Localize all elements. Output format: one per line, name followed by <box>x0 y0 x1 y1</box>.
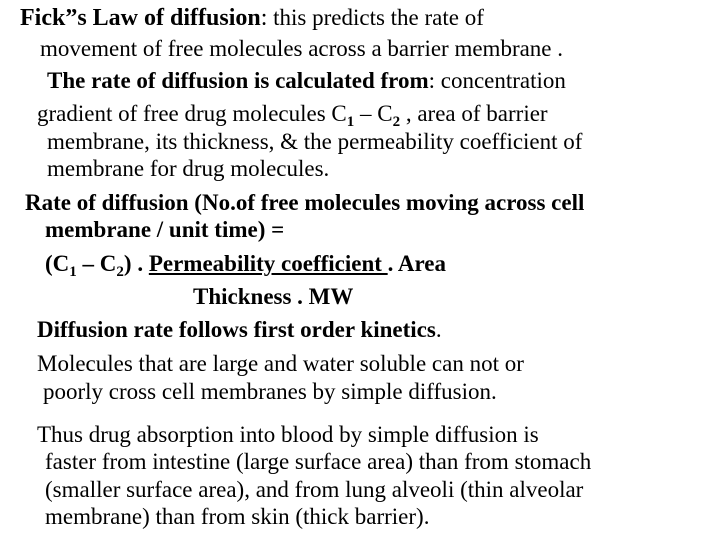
c1-subscript: 1 <box>346 114 355 130</box>
absorption-line-1: Thus drug absorption into blood by simple diffusion is <box>37 422 539 447</box>
kinetics-line <box>37 316 442 343</box>
formula-open: (C <box>45 251 70 276</box>
formula-area: . Area <box>387 251 447 276</box>
calc-line-2 <box>37 100 548 130</box>
formula-close: ) . <box>123 251 149 276</box>
law-title: Fick”s Law of diffusion <box>20 5 261 31</box>
absorption-line-3: (smaller surface area), and from lung alveoli (thin alveolar <box>45 477 584 502</box>
calc-area-text: , area of barrier <box>400 101 548 126</box>
molecules-line-1: Molecules that are large and water soluble can not or <box>37 351 524 376</box>
formula-denominator: Thickness . MW <box>193 284 354 309</box>
rate-line-2: membrane / unit time) = <box>45 217 285 242</box>
calc-gradient-text: gradient of free drug molecules C <box>37 101 347 126</box>
rate-line-1: Rate of diffusion (No.of free molecules moving across cell <box>25 190 585 215</box>
permeability-coefficient: Permeability coefficient <box>148 251 388 276</box>
kinetics-period: . <box>435 317 442 342</box>
formula-minus-c: – C <box>76 251 117 276</box>
calc-line-3: membrane, its thickness, & the permeability coefficient of <box>47 129 583 154</box>
intro-text: this predicts the rate of <box>267 5 484 30</box>
heading-line <box>20 4 484 32</box>
calc-rest: : concentration <box>428 68 566 93</box>
kinetics-text: Diffusion rate follows first order kinetics <box>37 317 436 342</box>
calc-minus-c: – C <box>354 101 393 126</box>
absorption-line-4: membrane) than from skin (thick barrier). <box>45 504 430 529</box>
absorption-line-2: faster from intestine (large surface area) than from stomach <box>45 449 592 474</box>
calc-line-4: membrane for drug molecules. <box>47 156 330 181</box>
formula-c1-subscript: 1 <box>69 264 77 280</box>
title-colon: : <box>260 5 268 31</box>
c2-subscript: 2 <box>392 114 401 130</box>
molecules-line-2: poorly cross cell membranes by simple diffusion. <box>43 379 497 404</box>
formula-c2-subscript: 2 <box>116 264 124 280</box>
rate-formula <box>45 250 447 280</box>
calc-line-1 <box>47 67 566 94</box>
calc-lead: The rate of diffusion is calculated from <box>47 68 429 93</box>
intro-line-2: movement of free molecules across a barrier membrane . <box>40 36 564 61</box>
